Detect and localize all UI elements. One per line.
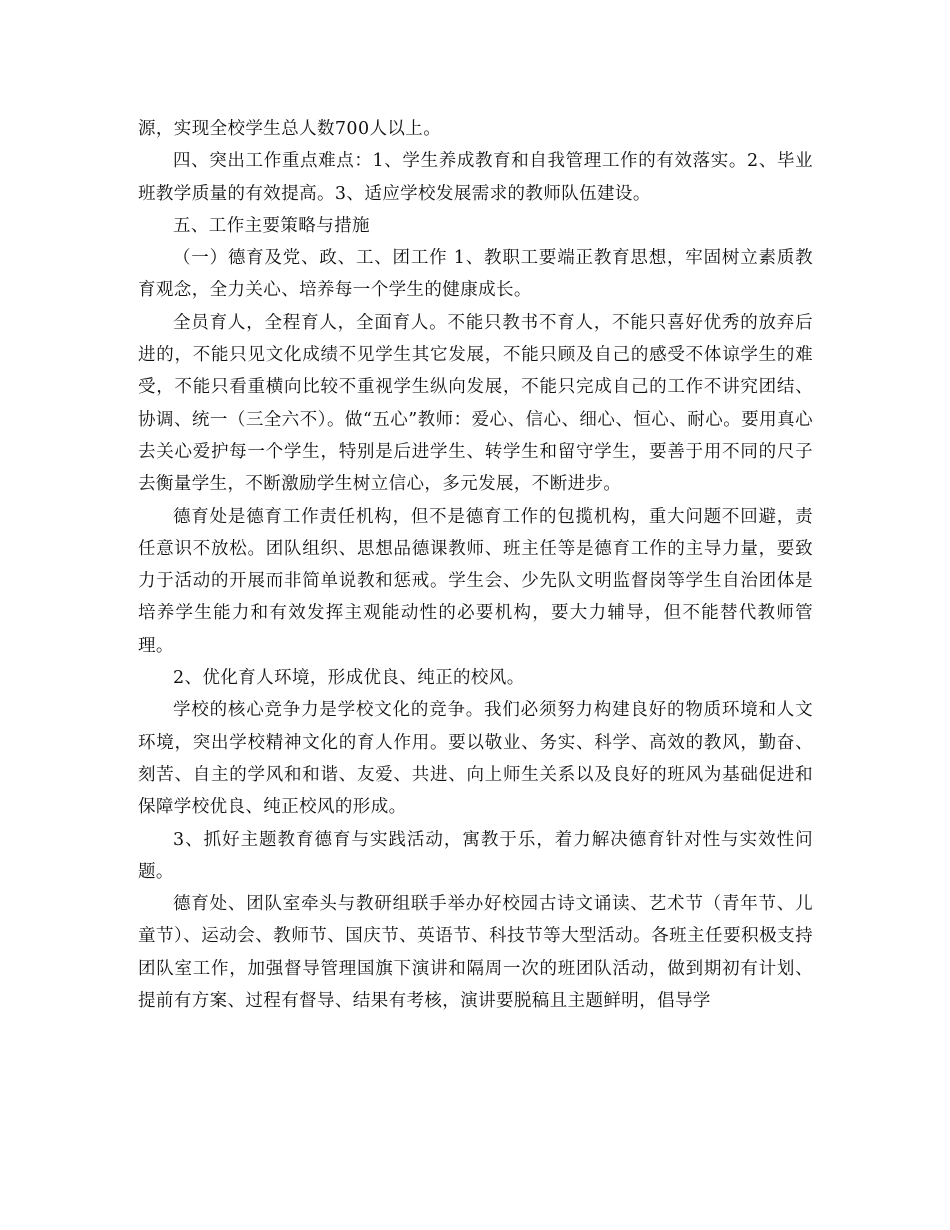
paragraph: 全员育人，全程育人，全面育人。不能只教书不育人，不能只喜好优秀的放弃后进的，不能只见文化成绩不见学生其它发展，不能只顾及自己的感受不体谅学生的难受，不能只看重横向比较不重视学生纵向发展，不能只完成自己的工作不讲究团结、协调、统一（三全六不）。做“五心”教师：爱心、信心、细心、恒心、耐心。要用真心去关心爱护每一个学生，特别是后进学生、转学生和留守学生，要善于用不同的尺子去衡量学生，不断激励学生树立信心，多元发展，不断进步。: [138, 312, 813, 495]
section-heading: 五、工作主要策略与措施: [173, 215, 370, 236]
paragraph: 源，实现全校学生总人数700人以上。: [138, 119, 442, 139]
paragraph: （一）德育及党、政、工、团工作 1、教职工要端正教育思想，牢固树立素质教育观念，全力关心、培养每一个学生的健康成长。: [138, 248, 813, 301]
paragraph: 德育处是德育工作责任机构，但不是德育工作的包揽机构，重大问题不回避，责任意识不放松。团队组织、思想品德课教师、班主任等是德育工作的主导力量，要致力于活动的开展而非简单说教和惩戒。学生会、少先队文明监督岗等学生自治团体是培养学生能力和有效发挥主观能动性的必要机构，要大力辅导，但不能替代教师管理。: [138, 506, 813, 656]
paragraph: 四、突出工作重点难点：1、学生养成教育和自我管理工作的有效落实。2、毕业班教学质量的有效提高。3、适应学校发展需求的教师队伍建设。: [138, 151, 813, 204]
paragraph: 德育处、团队室牵头与教研组联手举办好校园古诗文诵读、艺术节（青年节、儿童节）、运动会、教师节、国庆节、英语节、科技节等大型活动。各班主任要积极支持团队室工作，加强督导管理国旗下演讲和隔周一次的班团队活动，做到期初有计划、提前有方案、过程有督导、结果有考核，演讲要脱稿且主题鲜明，倡导学: [138, 894, 813, 1012]
paragraph: 3、抓好主题教育德育与实践活动，寓教于乐，着力解决德育针对性与实效性问题。: [138, 829, 813, 882]
paragraph: 学校的核心竞争力是学校文化的竞争。我们必须努力构建良好的物质环境和人文环境，突出学校精神文化的育人作用。要以敬业、务实、科学、高效的教风，勤奋、刻苦、自主的学风和和谐、友爱、共进、向上师生关系以及良好的班风为基础促进和保障学校优良、纯正校风的形成。: [138, 700, 813, 818]
document-body: [138, 113, 813, 1017]
paragraph: 2、优化育人环境，形成优良、纯正的校风。: [173, 668, 525, 689]
